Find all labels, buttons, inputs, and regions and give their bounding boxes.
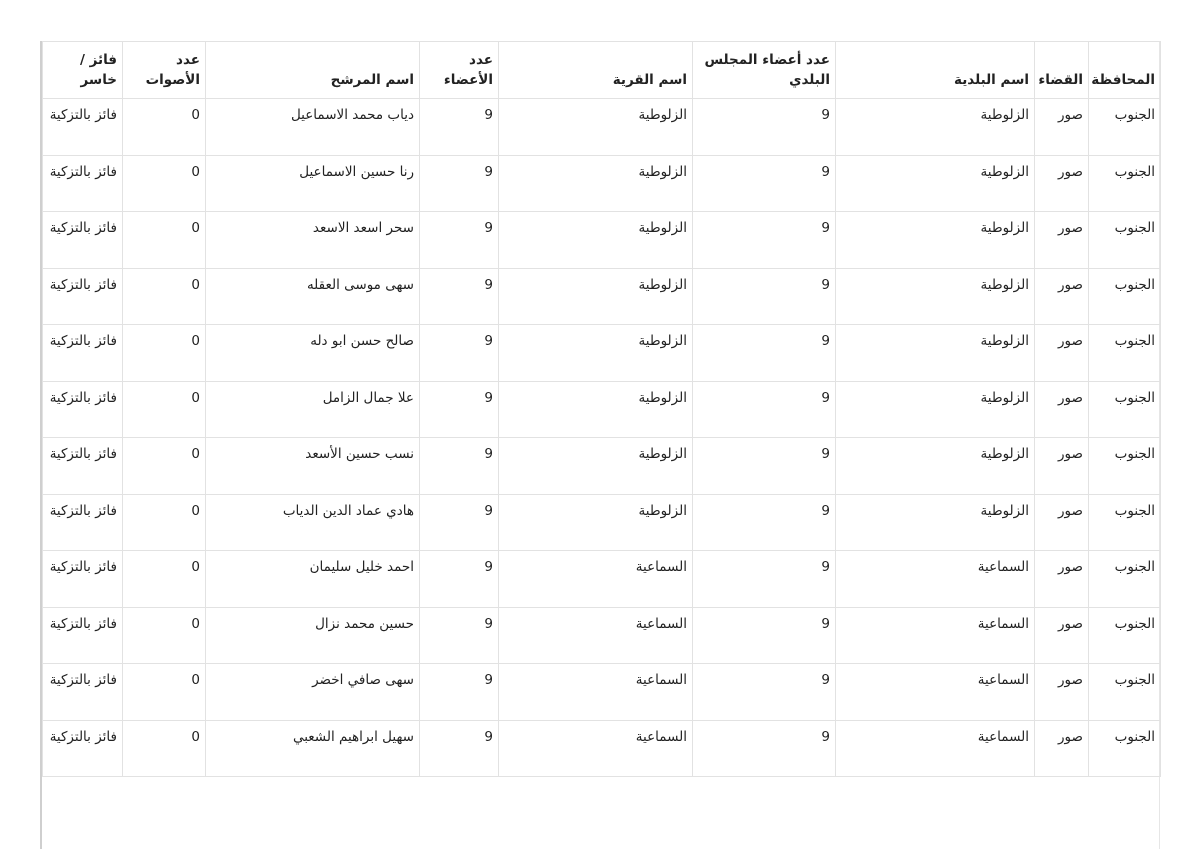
- cell-members: 9: [420, 720, 499, 777]
- cell-council-members: 9: [693, 268, 836, 325]
- header-candidate: اسم المرشح: [206, 42, 420, 99]
- cell-votes: 0: [123, 438, 206, 495]
- cell-members: 9: [420, 494, 499, 551]
- cell-district: صور: [1035, 607, 1089, 664]
- cell-status: فائز بالتزكية: [43, 155, 123, 212]
- cell-municipality: الزلوطية: [836, 438, 1035, 495]
- cell-status: فائز بالتزكية: [43, 212, 123, 269]
- cell-district: صور: [1035, 720, 1089, 777]
- header-council-members: عدد أعضاء المجلس البلدي: [693, 42, 836, 99]
- cell-status: فائز بالتزكية: [43, 720, 123, 777]
- cell-district: صور: [1035, 551, 1089, 608]
- cell-governorate: الجنوب: [1089, 551, 1161, 608]
- cell-governorate: الجنوب: [1089, 325, 1161, 382]
- cell-members: 9: [420, 325, 499, 382]
- cell-council-members: 9: [693, 155, 836, 212]
- cell-status: فائز بالتزكية: [43, 664, 123, 721]
- cell-village: السماعية: [499, 607, 693, 664]
- cell-votes: 0: [123, 212, 206, 269]
- cell-governorate: الجنوب: [1089, 99, 1161, 156]
- cell-municipality: الزلوطية: [836, 325, 1035, 382]
- cell-votes: 0: [123, 268, 206, 325]
- table-row: [43, 720, 1161, 777]
- cell-council-members: 9: [693, 381, 836, 438]
- cell-district: صور: [1035, 494, 1089, 551]
- cell-village: الزلوطية: [499, 494, 693, 551]
- cell-village: الزلوطية: [499, 155, 693, 212]
- header-municipality: اسم البلدية: [836, 42, 1035, 99]
- cell-municipality: الزلوطية: [836, 155, 1035, 212]
- table-row: [43, 381, 1161, 438]
- cell-governorate: الجنوب: [1089, 212, 1161, 269]
- cell-village: السماعية: [499, 664, 693, 721]
- cell-village: الزلوطية: [499, 212, 693, 269]
- cell-district: صور: [1035, 212, 1089, 269]
- cell-status: فائز بالتزكية: [43, 551, 123, 608]
- table-row: [43, 155, 1161, 212]
- cell-candidate: رنا حسين الاسماعيل: [206, 155, 420, 212]
- cell-municipality: الزلوطية: [836, 268, 1035, 325]
- cell-municipality: الزلوطية: [836, 212, 1035, 269]
- cell-district: صور: [1035, 438, 1089, 495]
- cell-status: فائز بالتزكية: [43, 325, 123, 382]
- cell-governorate: الجنوب: [1089, 155, 1161, 212]
- cell-council-members: 9: [693, 438, 836, 495]
- cell-votes: 0: [123, 607, 206, 664]
- cell-members: 9: [420, 551, 499, 608]
- header-governorate: المحافظة: [1089, 42, 1161, 99]
- cell-votes: 0: [123, 381, 206, 438]
- cell-status: فائز بالتزكية: [43, 607, 123, 664]
- cell-council-members: 9: [693, 664, 836, 721]
- header-status: فائز / خاسر: [43, 42, 123, 99]
- cell-municipality: السماعية: [836, 607, 1035, 664]
- cell-members: 9: [420, 212, 499, 269]
- cell-governorate: الجنوب: [1089, 268, 1161, 325]
- cell-council-members: 9: [693, 212, 836, 269]
- cell-candidate: هادي عماد الدين الدياب: [206, 494, 420, 551]
- table-row: [43, 99, 1161, 156]
- cell-members: 9: [420, 155, 499, 212]
- header-row: [43, 42, 1161, 99]
- cell-governorate: الجنوب: [1089, 720, 1161, 777]
- cell-council-members: 9: [693, 494, 836, 551]
- cell-members: 9: [420, 664, 499, 721]
- cell-candidate: صالح حسن ابو دله: [206, 325, 420, 382]
- cell-votes: 0: [123, 99, 206, 156]
- cell-district: صور: [1035, 381, 1089, 438]
- results-table: [42, 41, 1161, 777]
- cell-municipality: السماعية: [836, 664, 1035, 721]
- header-votes: عدد الأصوات: [123, 42, 206, 99]
- cell-village: الزلوطية: [499, 438, 693, 495]
- cell-status: فائز بالتزكية: [43, 381, 123, 438]
- cell-votes: 0: [123, 155, 206, 212]
- table-row: [43, 212, 1161, 269]
- table-row: [43, 664, 1161, 721]
- cell-governorate: الجنوب: [1089, 607, 1161, 664]
- table-row: [43, 268, 1161, 325]
- cell-status: فائز بالتزكية: [43, 268, 123, 325]
- cell-municipality: الزلوطية: [836, 494, 1035, 551]
- cell-candidate: سهى صافي اخضر: [206, 664, 420, 721]
- cell-council-members: 9: [693, 607, 836, 664]
- cell-district: صور: [1035, 155, 1089, 212]
- cell-votes: 0: [123, 720, 206, 777]
- cell-candidate: احمد خليل سليمان: [206, 551, 420, 608]
- cell-votes: 0: [123, 325, 206, 382]
- header-village: اسم القرية: [499, 42, 693, 99]
- header-members: عدد الأعضاء: [420, 42, 499, 99]
- cell-village: الزلوطية: [499, 325, 693, 382]
- cell-members: 9: [420, 381, 499, 438]
- cell-district: صور: [1035, 268, 1089, 325]
- cell-municipality: السماعية: [836, 720, 1035, 777]
- cell-district: صور: [1035, 325, 1089, 382]
- cell-status: فائز بالتزكية: [43, 494, 123, 551]
- cell-governorate: الجنوب: [1089, 438, 1161, 495]
- cell-council-members: 9: [693, 551, 836, 608]
- table-row: [43, 325, 1161, 382]
- cell-governorate: الجنوب: [1089, 494, 1161, 551]
- cell-candidate: سهيل ابراهيم الشعبي: [206, 720, 420, 777]
- cell-council-members: 9: [693, 99, 836, 156]
- cell-council-members: 9: [693, 325, 836, 382]
- table-row: [43, 438, 1161, 495]
- cell-village: الزلوطية: [499, 381, 693, 438]
- cell-members: 9: [420, 607, 499, 664]
- cell-candidate: سهى موسى العقله: [206, 268, 420, 325]
- cell-district: صور: [1035, 664, 1089, 721]
- table-row: [43, 607, 1161, 664]
- cell-members: 9: [420, 99, 499, 156]
- cell-status: فائز بالتزكية: [43, 438, 123, 495]
- cell-municipality: الزلوطية: [836, 99, 1035, 156]
- cell-votes: 0: [123, 494, 206, 551]
- cell-candidate: علا جمال الزامل: [206, 381, 420, 438]
- cell-candidate: سحر اسعد الاسعد: [206, 212, 420, 269]
- cell-members: 9: [420, 438, 499, 495]
- cell-candidate: حسين محمد نزال: [206, 607, 420, 664]
- cell-governorate: الجنوب: [1089, 664, 1161, 721]
- cell-votes: 0: [123, 664, 206, 721]
- table-row: [43, 551, 1161, 608]
- cell-council-members: 9: [693, 720, 836, 777]
- cell-village: الزلوطية: [499, 99, 693, 156]
- cell-village: الزلوطية: [499, 268, 693, 325]
- cell-municipality: السماعية: [836, 551, 1035, 608]
- cell-village: السماعية: [499, 551, 693, 608]
- cell-governorate: الجنوب: [1089, 381, 1161, 438]
- header-district: القضاء: [1035, 42, 1089, 99]
- cell-members: 9: [420, 268, 499, 325]
- cell-district: صور: [1035, 99, 1089, 156]
- table-row: [43, 494, 1161, 551]
- table-body: [43, 99, 1161, 777]
- cell-candidate: دياب محمد الاسماعيل: [206, 99, 420, 156]
- cell-votes: 0: [123, 551, 206, 608]
- cell-village: السماعية: [499, 720, 693, 777]
- cell-candidate: نسب حسين الأسعد: [206, 438, 420, 495]
- cell-municipality: الزلوطية: [836, 381, 1035, 438]
- cell-status: فائز بالتزكية: [43, 99, 123, 156]
